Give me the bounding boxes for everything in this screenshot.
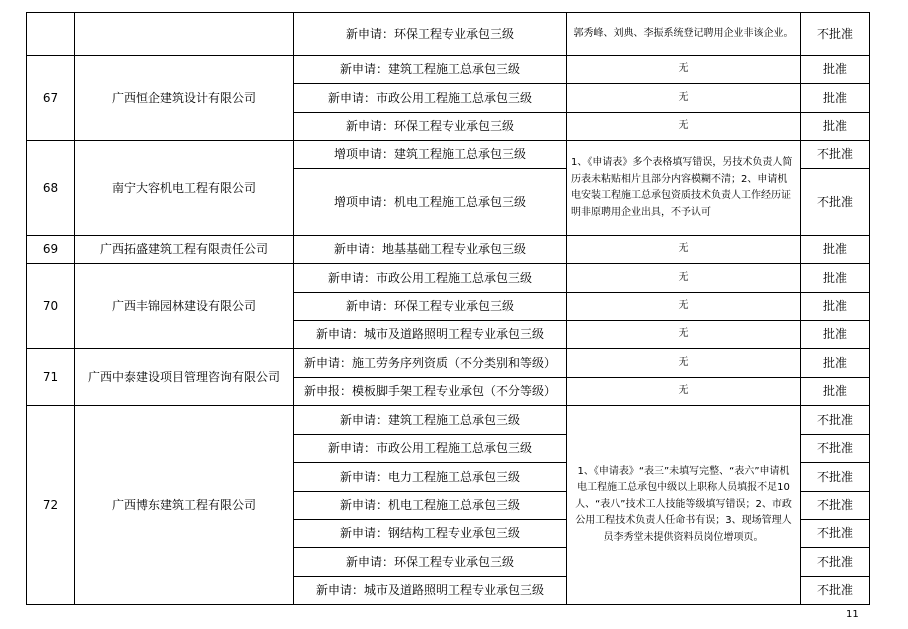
application-item: 新申请：城市及道路照明工程专业承包三级	[294, 321, 567, 349]
rejection-reason: 无	[567, 293, 801, 321]
table-row	[27, 13, 870, 56]
company-name: 广西中泰建设项目管理咨询有限公司	[75, 349, 294, 406]
rejection-reason: 1、《申请表》“表三”未填写完整、“表六”申请机电工程施工总承包中级以上职称人员填报不足10人、“表八”技术工人技能等级填写错误；2、市政公用工程技术负责人任命书有误；3、现场管理人员李秀堂未提供资料员岗位增项页。	[567, 406, 801, 605]
approval-result: 不批准	[801, 406, 870, 435]
rejection-reason: 1、《申请表》多个表格填写错误，另技术负责人简历表未粘贴相片且部分内容模糊不清；2、申请机电安装工程施工总承包资质技术负责人工作经历证明非原聘用企业出具，不予认可	[567, 141, 801, 236]
application-item: 新申请：施工劳务序列资质（不分类别和等级）	[294, 349, 567, 378]
application-item: 新申请：电力工程施工总承包三级	[294, 463, 567, 492]
company-name: 南宁大容机电工程有限公司	[75, 141, 294, 236]
rejection-reason: 无	[567, 84, 801, 113]
table-row	[27, 236, 870, 264]
approval-result: 不批准	[801, 169, 870, 236]
approval-result: 批准	[801, 349, 870, 378]
application-item: 新申请：钢结构工程专业承包三级	[294, 520, 567, 548]
rejection-reason: 无	[567, 264, 801, 293]
rejection-reason: 无	[567, 378, 801, 406]
approval-result: 批准	[801, 378, 870, 406]
row-number: 72	[27, 406, 75, 605]
rejection-reason: 无	[567, 321, 801, 349]
row-number: 71	[27, 349, 75, 406]
approval-result: 批准	[801, 56, 870, 84]
application-item: 新申请：环保工程专业承包三级	[294, 13, 567, 56]
approval-result: 不批准	[801, 577, 870, 605]
row-number-cell	[27, 13, 75, 56]
row-number: 67	[27, 56, 75, 141]
row-number: 68	[27, 141, 75, 236]
application-item: 增项申请：建筑工程施工总承包三级	[294, 141, 567, 169]
approval-result: 不批准	[801, 13, 870, 56]
approval-result: 不批准	[801, 463, 870, 492]
table-row	[27, 264, 870, 293]
approval-result: 不批准	[801, 548, 870, 577]
page-number: 11	[846, 609, 859, 620]
approval-result: 批准	[801, 264, 870, 293]
approval-result: 批准	[801, 293, 870, 321]
company-name: 广西恒企建筑设计有限公司	[75, 56, 294, 141]
application-item: 新申请：地基基础工程专业承包三级	[294, 236, 567, 264]
application-item: 新申请：城市及道路照明工程专业承包三级	[294, 577, 567, 605]
application-item: 新申请：市政公用工程施工总承包三级	[294, 84, 567, 113]
approval-result: 批准	[801, 113, 870, 141]
approval-result: 不批准	[801, 520, 870, 548]
rejection-reason: 无	[567, 236, 801, 264]
approval-table	[26, 12, 870, 605]
application-item: 新申请：建筑工程施工总承包三级	[294, 56, 567, 84]
approval-result: 不批准	[801, 492, 870, 520]
approval-result: 批准	[801, 321, 870, 349]
application-item: 新申请：市政公用工程施工总承包三级	[294, 264, 567, 293]
application-item: 新申报：模板脚手架工程专业承包（不分等级）	[294, 378, 567, 406]
rejection-reason: 无	[567, 56, 801, 84]
company-cell	[75, 13, 294, 56]
application-item: 新申请：建筑工程施工总承包三级	[294, 406, 567, 435]
company-name: 广西博东建筑工程有限公司	[75, 406, 294, 605]
application-item: 新申请：市政公用工程施工总承包三级	[294, 435, 567, 463]
row-number: 69	[27, 236, 75, 264]
company-name: 广西丰锦园林建设有限公司	[75, 264, 294, 349]
application-item: 新申请：环保工程专业承包三级	[294, 113, 567, 141]
rejection-reason: 无	[567, 113, 801, 141]
table-row	[27, 141, 870, 169]
application-item: 新申请：机电工程施工总承包三级	[294, 492, 567, 520]
rejection-reason: 郭秀峰、刘典、李振系统登记聘用企业非该企业。	[567, 13, 801, 56]
application-item: 新申请：环保工程专业承包三级	[294, 293, 567, 321]
rejection-reason: 无	[567, 349, 801, 378]
table-row	[27, 56, 870, 84]
company-name: 广西拓盛建筑工程有限责任公司	[75, 236, 294, 264]
table-row	[27, 349, 870, 378]
table-row	[27, 406, 870, 435]
application-item: 新申请：环保工程专业承包三级	[294, 548, 567, 577]
approval-result: 批准	[801, 84, 870, 113]
approval-result: 不批准	[801, 141, 870, 169]
approval-result: 不批准	[801, 435, 870, 463]
row-number: 70	[27, 264, 75, 349]
application-item: 增项申请：机电工程施工总承包三级	[294, 169, 567, 236]
approval-result: 批准	[801, 236, 870, 264]
